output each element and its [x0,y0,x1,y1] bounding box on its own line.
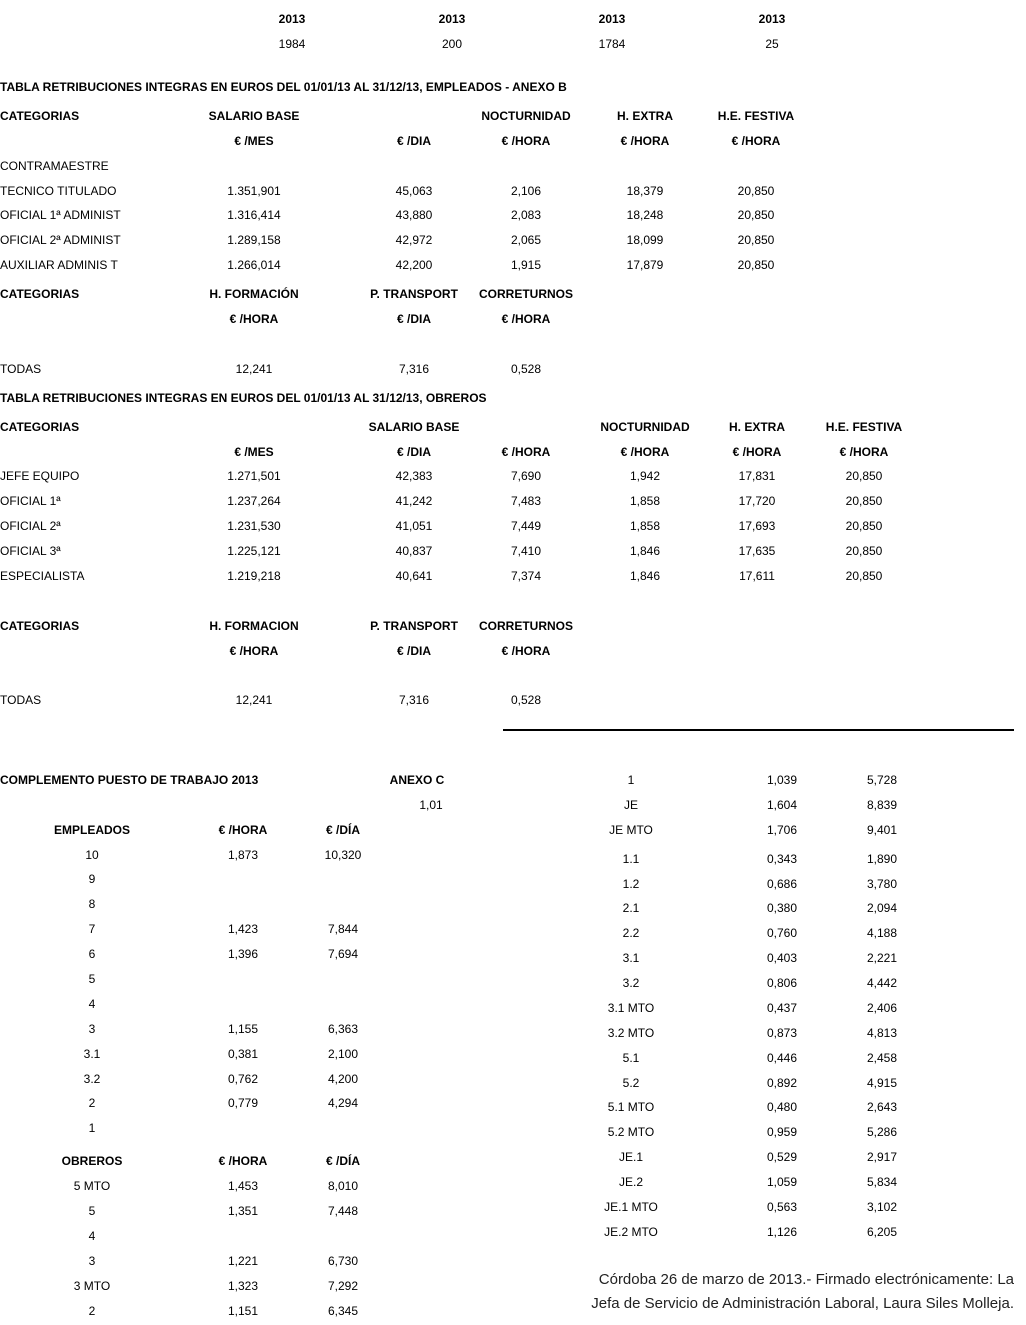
cell-value: 5,286 [866,1125,898,1139]
cell-value: 1,858 [629,494,661,508]
cell-value: 0,806 [766,976,798,990]
cell-value: 1.225,121 [227,544,281,558]
level-label: 1 [627,773,635,787]
column-header: EMPLEADOS [53,823,131,837]
cell-value: 20,850 [737,208,775,222]
cell-value: 0,528 [510,693,542,707]
cell-value: 4,188 [866,926,898,940]
cell-value: 2,917 [866,1150,898,1164]
cell-value: 17,693 [738,519,776,533]
level-label: 3.1 [83,1047,101,1061]
level-label: 5 [88,1204,96,1218]
cell-value: 6,205 [866,1225,898,1239]
cell-value: 0,959 [766,1125,798,1139]
column-header: € /DÍA [325,1154,361,1168]
cell-value: 18,379 [626,184,664,198]
year-value: 25 [765,37,779,51]
cell-value: 20,850 [737,184,775,198]
cell-value: 7,316 [398,693,430,707]
cell-value: 17,635 [738,544,776,558]
cell-value: 2,221 [866,951,898,965]
cell-value: 4,915 [866,1076,898,1090]
level-label: JE [623,798,639,812]
cell-value: 2,106 [510,184,542,198]
category-label: TECNICO TITULADO [0,184,117,198]
unit-header: € /HORA [501,445,551,459]
cell-value: 0,686 [766,877,798,891]
unit-header: € /HORA [839,445,889,459]
level-label: 10 [85,848,99,862]
cell-value: 2,643 [866,1100,898,1114]
cell-value: 7,448 [327,1204,359,1218]
cell-value: 2,065 [510,233,542,247]
unit-header: € /MES [234,445,274,459]
level-label: 3 MTO [73,1279,111,1293]
level-label: 4 [88,997,96,1011]
category-label: OFICIAL 2ª [0,519,61,533]
cell-value: 1,155 [227,1022,259,1036]
cell-value: 1.351,901 [227,184,281,198]
cell-value: 4,813 [866,1026,898,1040]
category-label: OFICIAL 3ª [0,544,61,558]
cell-value: 3,780 [866,877,898,891]
column-header: H. FORMACION [209,619,299,633]
unit-header: € /HORA [732,445,782,459]
unit-header: € /HORA [501,644,551,658]
cell-value: 1,323 [227,1279,259,1293]
column-header: NOCTURNIDAD [600,420,690,434]
cell-value: 7,694 [327,947,359,961]
level-label: 3 [88,1254,96,1268]
year-header: 2013 [758,12,786,26]
cell-value: 42,383 [395,469,433,483]
cell-value: 1,604 [766,798,798,812]
cell-value: 0,762 [227,1072,259,1086]
level-label: 4 [88,1229,96,1243]
cell-value: 0,403 [766,951,798,965]
category-label: OFICIAL 1ª ADMINIST [0,208,121,222]
cell-value: 7,410 [510,544,542,558]
level-label: 2.1 [622,901,640,915]
cell-value: 2,458 [866,1051,898,1065]
cell-value: 7,374 [510,569,542,583]
category-label: OFICIAL 2ª ADMINIST [0,233,121,247]
cell-value: 0,760 [766,926,798,940]
obreros-table-title: TABLA RETRIBUCIONES INTEGRAS EN EUROS DEL 01/01/13 AL 31/12/13, OBREROS [0,391,487,405]
level-label: 1.2 [622,877,640,891]
cell-value: 20,850 [845,469,883,483]
level-label: 5.1 MTO [607,1100,655,1114]
column-header: CATEGORIAS [0,619,80,633]
unit-header: € /HORA [229,644,279,658]
column-header: CORRETURNOS [478,287,574,301]
cell-value: 20,850 [845,519,883,533]
cell-value: 1,059 [766,1175,798,1189]
level-label: 7 [88,922,96,936]
level-label: JE.2 [618,1175,644,1189]
cell-value: 0,528 [510,362,542,376]
complemento-title: COMPLEMENTO PUESTO DE TRABAJO 2013 [0,773,259,787]
column-header: P. TRANSPORT [370,619,458,633]
level-label: 8 [88,897,96,911]
unit-header: € /DIA [396,134,432,148]
cell-value: 41,051 [395,519,433,533]
cell-value: 1,453 [227,1179,259,1193]
cell-value: 8,010 [327,1179,359,1193]
level-label: 1.1 [622,852,640,866]
cell-value: 0,873 [766,1026,798,1040]
column-header: P. TRANSPORT [370,287,458,301]
cell-value: 17,879 [626,258,664,272]
unit-header: € /HORA [501,134,551,148]
level-label: 3.1 MTO [607,1001,655,1015]
level-label: 2 [88,1096,96,1110]
cell-value: 1,846 [629,544,661,558]
level-label: 3.1 [622,951,640,965]
level-label: 5.2 MTO [607,1125,655,1139]
cell-value: 45,063 [395,184,433,198]
cell-value: 42,972 [395,233,433,247]
cell-value: 1,039 [766,773,798,787]
cell-value: 1.237,264 [227,494,281,508]
cell-value: 1,858 [629,519,661,533]
column-header: H. FORMACIÓN [209,287,299,301]
cell-value: 20,850 [845,544,883,558]
cell-value: 20,850 [845,494,883,508]
unit-header: € /HORA [620,445,670,459]
column-header: NOCTURNIDAD [481,109,571,123]
cell-value: 0,892 [766,1076,798,1090]
level-label: 6 [88,947,96,961]
cell-value: 12,241 [235,362,273,376]
unit-header: € /HORA [501,312,551,326]
level-label: JE.1 [618,1150,644,1164]
cell-value: 1.289,158 [227,233,281,247]
cell-value: 0,446 [766,1051,798,1065]
cell-value: 7,292 [327,1279,359,1293]
unit-header: € /MES [234,134,274,148]
year-value: 1984 [278,37,306,51]
cell-value: 6,730 [327,1254,359,1268]
level-label: 5 [88,972,96,986]
cell-value: 0,779 [227,1096,259,1110]
cell-value: 6,345 [327,1304,359,1318]
category-label: OFICIAL 1ª [0,494,61,508]
cell-value: 2,083 [510,208,542,222]
column-header: € /DÍA [325,823,361,837]
cell-value: 1,351 [227,1204,259,1218]
cell-value: 0,480 [766,1100,798,1114]
cell-value: 1,221 [227,1254,259,1268]
cell-value: 0,529 [766,1150,798,1164]
signature-block [591,1268,1014,1316]
level-label: 9 [88,872,96,886]
level-label: 3 [88,1022,96,1036]
column-header: OBREROS [61,1154,123,1168]
column-header: H.E. FESTIVA [717,109,795,123]
level-label: JE MTO [609,823,653,837]
cell-value: 12,241 [235,693,273,707]
cell-value: 1,126 [766,1225,798,1239]
cell-value: 1.271,501 [227,469,281,483]
year-header: 2013 [438,12,466,26]
cell-value: 17,720 [738,494,776,508]
level-label: 5 MTO [73,1179,111,1193]
category-label: JEFE EQUIPO [0,469,80,483]
anexo-label: ANEXO C [389,773,445,787]
column-header: SALARIO BASE [368,420,460,434]
column-header: H. EXTRA [728,420,786,434]
year-header: 2013 [278,12,306,26]
level-label: 5.2 [622,1076,640,1090]
cell-value: 5,728 [866,773,898,787]
cell-value: 17,831 [738,469,776,483]
level-label: 1 [88,1121,96,1135]
cell-value: 0,380 [766,901,798,915]
column-header: CATEGORIAS [0,109,80,123]
level-label: 2.2 [622,926,640,940]
cell-value: 10,320 [324,848,362,862]
cell-value: 1,396 [227,947,259,961]
cell-value: 41,242 [395,494,433,508]
horizontal-divider [503,729,1014,731]
column-header: H. EXTRA [616,109,674,123]
unit-header: € /DIA [396,312,432,326]
unit-header: € /HORA [229,312,279,326]
cell-value: 18,248 [626,208,664,222]
signature-line: Córdoba 26 de marzo de 2013.- Firmado electrónicamente: La [598,1271,1014,1288]
column-header: CATEGORIAS [0,420,80,434]
cell-value: 0,563 [766,1200,798,1214]
cell-value: 1,915 [510,258,542,272]
level-label: 3.2 [622,976,640,990]
cell-value: 40,641 [395,569,433,583]
cell-value: 1,890 [866,852,898,866]
cell-value: 1.266,014 [227,258,281,272]
level-label: 3.2 [83,1072,101,1086]
cell-value: 4,294 [327,1096,359,1110]
signature-line: Jefa de Servicio de Administración Laboral, Laura Siles Molleja. [591,1295,1014,1312]
cell-value: 7,690 [510,469,542,483]
level-label: JE.2 MTO [604,1225,658,1239]
cell-value: 3,102 [866,1200,898,1214]
year-header: 2013 [598,12,626,26]
cell-value: 7,316 [398,362,430,376]
cell-value: 2,406 [866,1001,898,1015]
cell-value: 0,343 [766,852,798,866]
empleados-table-title: TABLA RETRIBUCIONES INTEGRAS EN EUROS DEL 01/01/13 AL 31/12/13, EMPLEADOS - ANEXO B [0,80,567,94]
cell-value: 2,100 [327,1047,359,1061]
column-header: SALARIO BASE [208,109,300,123]
factor-value: 1,01 [419,798,443,812]
cell-value: 5,834 [866,1175,898,1189]
cell-value: 1,846 [629,569,661,583]
cell-value: 20,850 [845,569,883,583]
cell-value: 1.231,530 [227,519,281,533]
year-value: 200 [441,37,463,51]
level-label: JE.1 MTO [604,1200,658,1214]
level-label: 2 [88,1304,96,1318]
category-label: CONTRAMAESTRE [0,159,109,173]
cell-value: 40,837 [395,544,433,558]
unit-header: € /HORA [731,134,781,148]
cell-value: 17,611 [739,569,775,583]
cell-value: 4,442 [866,976,898,990]
cell-value: 7,483 [510,494,542,508]
cell-value: 1.316,414 [227,208,281,222]
cell-value: 18,099 [626,233,664,247]
unit-header: € /DIA [396,445,432,459]
cell-value: 43,880 [395,208,433,222]
cell-value: 0,437 [766,1001,798,1015]
cell-value: 0,381 [227,1047,259,1061]
cell-value: 1.219,218 [227,569,281,583]
cell-value: 42,200 [395,258,433,272]
level-label: 5.1 [622,1051,640,1065]
column-header: H.E. FESTIVA [825,420,903,434]
unit-header: € /DIA [396,644,432,658]
cell-value: 1,942 [629,469,661,483]
cell-value: 20,850 [737,258,775,272]
cell-value: 1,423 [227,922,259,936]
cell-value: 1,706 [766,823,798,837]
category-label: TODAS [0,362,42,376]
category-label: AUXILIAR ADMINIS T [0,258,118,272]
category-label: TODAS [0,693,42,707]
cell-value: 20,850 [737,233,775,247]
cell-value: 2,094 [866,901,898,915]
column-header: CATEGORIAS [0,287,80,301]
cell-value: 7,844 [327,922,359,936]
unit-header: € /HORA [620,134,670,148]
level-label: 3.2 MTO [607,1026,655,1040]
column-header: CORRETURNOS [478,619,574,633]
category-label: ESPECIALISTA [0,569,85,583]
cell-value: 1,873 [227,848,259,862]
column-header: € /HORA [218,1154,268,1168]
cell-value: 4,200 [327,1072,359,1086]
cell-value: 6,363 [327,1022,359,1036]
cell-value: 7,449 [510,519,542,533]
column-header: € /HORA [218,823,268,837]
year-value: 1784 [598,37,626,51]
cell-value: 8,839 [866,798,898,812]
cell-value: 9,401 [866,823,898,837]
cell-value: 1,151 [227,1304,259,1318]
